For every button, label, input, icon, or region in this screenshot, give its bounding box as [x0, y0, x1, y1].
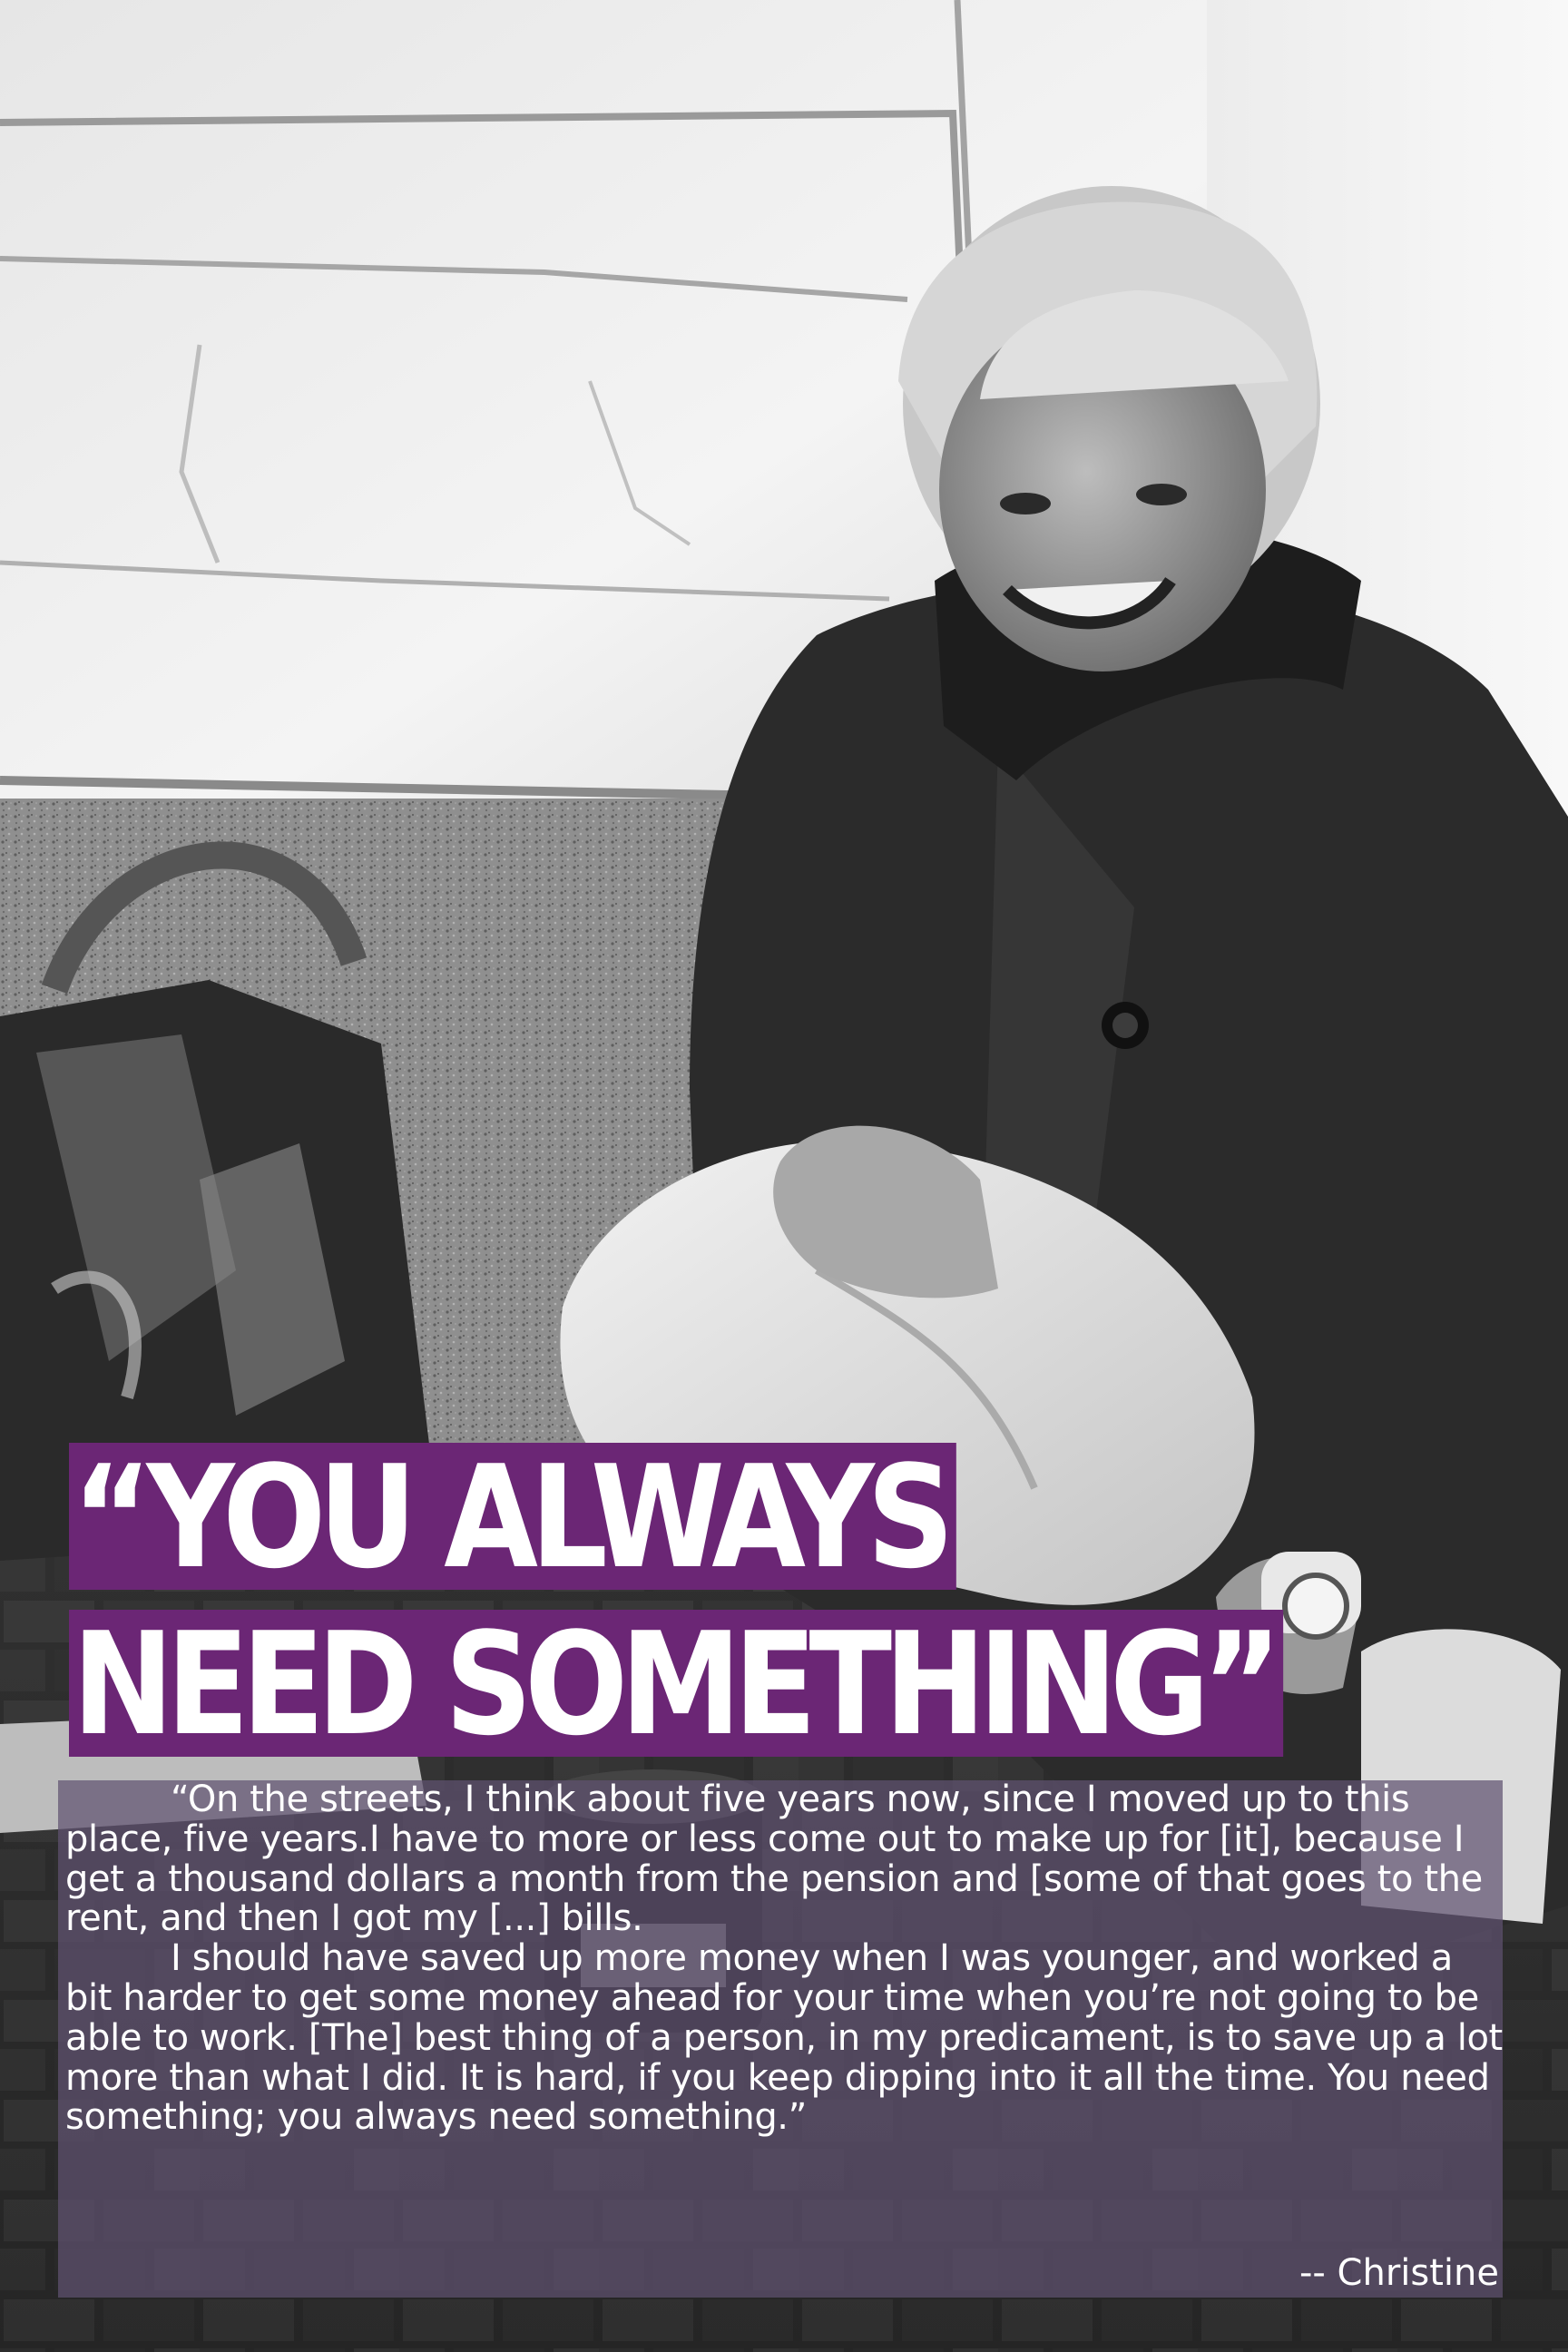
quote-attribution: -- Christine [1298, 2252, 1499, 2294]
headline-line-1-text: “YOU ALWAYS [69, 1443, 956, 1590]
quote-paragraph-2: I should have saved up more money when I was younger, and worked a bit harder to get some money ahead for your time when you’re not going to be able to work. [The] best thing of a person, in my predicament, is to save up a lot more than what I did. It is hard, if you keep dipping into it all the time. You need something; you always need something.” [65, 1937, 1503, 2139]
quote-text [65, 1780, 1506, 2138]
headline-line-2-text: NEED SOMETHING” [69, 1610, 1284, 1757]
headline-line-1 [69, 1435, 1284, 1600]
headline [69, 1435, 1284, 1777]
headline-line-2 [69, 1602, 1284, 1767]
quote-paragraph-1: “On the streets, I think about five years now, since I moved up to this place, five years.I have to more or less come out to make up for [it], because I get a thousand dollars a month from the pension and [some of that goes to the rent, and then I got my [...] bills. [65, 1779, 1483, 1940]
